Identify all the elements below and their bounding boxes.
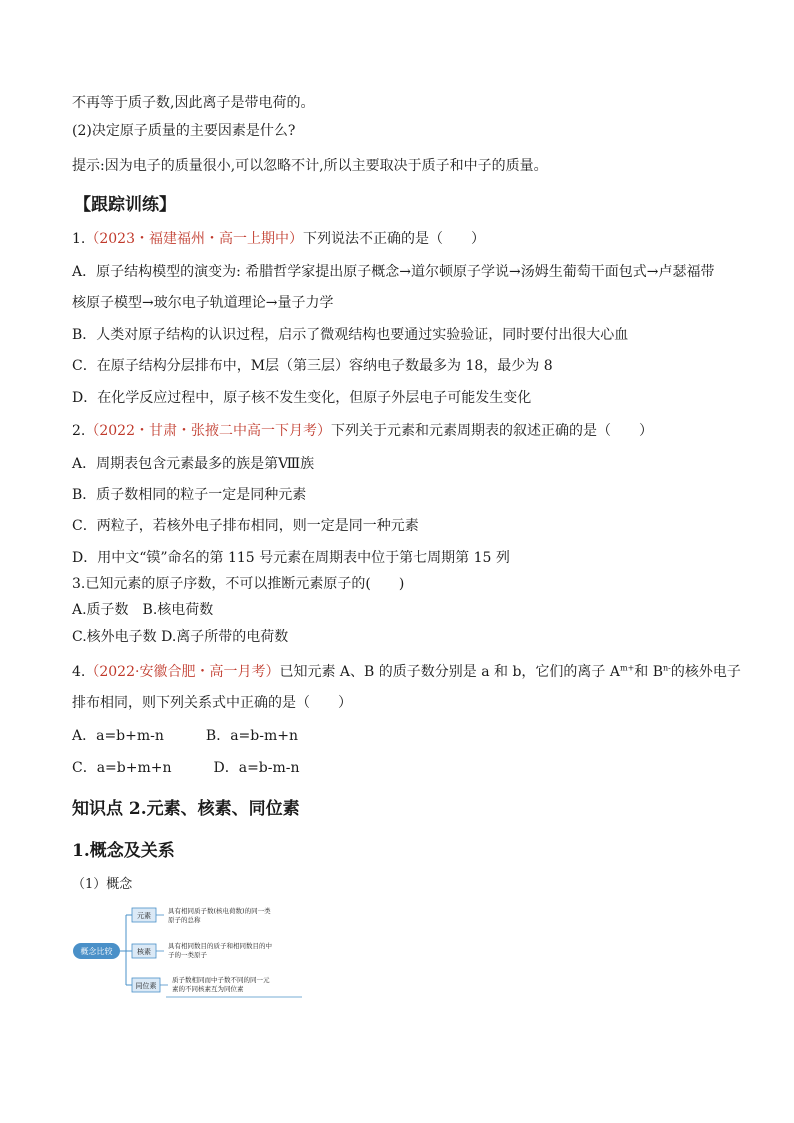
diagram-desc-isotope-2: 素的不同核素互为同位素 [172, 985, 244, 993]
q1-source: （2023・福建福州・高一上期中） [85, 231, 303, 247]
q4-number: 4. [72, 664, 86, 680]
q2-stem-text: 下列关于元素和元素周期表的叙述正确的是（ ） [331, 423, 653, 439]
q2-option-d: D．用中文“镆”命名的第 115 号元素在周期表中位于第七周期第 15 列 [72, 550, 510, 566]
q1-stem-text: 下列说法不正确的是（ ） [303, 231, 485, 247]
q1-option-b: B．人类对原子结构的认识过程，启示了微观结构也要通过实验验证，同时要付出很大心血 [72, 327, 629, 343]
q1-option-a-line2: 核原子模型→玻尔电子轨道理论→量子力学 [72, 295, 334, 311]
hint-text: 提示:因为电子的质量很小,可以忽略不计,所以主要取决于质子和中子的质量。 [72, 158, 548, 174]
diagram-node-element: 元素 [137, 912, 151, 920]
q4-stem-mid: 和 B [634, 664, 664, 680]
q1-option-a-line1: A．原子结构模型的演变为: 希腊哲学家提出原子概念→道尔顿原子学说→汤姆生葡萄干面包式→卢瑟福带 [72, 264, 715, 280]
diagram-node-isotope: 同位素 [135, 982, 157, 990]
knowledge-heading: 知识点 2.元素、核素、同位素 [72, 799, 300, 819]
concept-subheading: 1.概念及关系 [72, 841, 175, 861]
q2-number: 2. [72, 423, 86, 439]
q2-option-a: A．周期表包含元素最多的族是第Ⅷ族 [72, 456, 315, 472]
q4-source: （2022·安徽合肥・高一月考） [85, 664, 280, 680]
concept-label: （1）概念 [72, 877, 133, 892]
diagram-node-nuclide: 核素 [137, 948, 151, 956]
q4-stem-post: 的核外电子 [670, 664, 741, 680]
training-heading: 【跟踪训练】 [74, 195, 176, 215]
q2-stem [72, 422, 653, 440]
q2-source: （2022・甘肃・张掖二中高一下月考） [85, 423, 331, 439]
q3-options-cd: C.核外电子数 D.离子所带的电荷数 [72, 629, 289, 645]
q4-stem [72, 663, 741, 681]
q3-stem: 3.已知元素的原子序数，不可以推断元素原子的( ) [72, 576, 405, 592]
diagram-desc-nuclide-1: 具有相同数目的质子和相同数目的中 [168, 942, 272, 950]
diagram-branch-lines [120, 915, 132, 985]
q4-options-ab: A．a=b+m-n B．a=b-m+n [72, 728, 298, 744]
q1-option-c: C．在原子结构分层排布中，M层（第三层）容纳电子数最多为 18，最少为 8 [72, 358, 553, 374]
diagram-desc-element-2: 原子的总称 [168, 916, 201, 924]
q2-option-b: B．质子数相同的粒子一定是同种元素 [72, 487, 307, 503]
q4-stem-pre: 已知元素 A、B 的质子数分别是 a 和 b，它们的离子 A [279, 664, 620, 680]
q4-superscript-1: m+ [619, 663, 635, 673]
concept-diagram [72, 905, 304, 1001]
intro-line: 不再等于质子数,因此离子是带电荷的。 [72, 95, 315, 111]
q3-options-ab: A.质子数 B.核电荷数 [72, 602, 214, 618]
q1-stem [72, 230, 485, 248]
q4-options-cd: C．a=b+m+n D．a=b-m-n [72, 760, 300, 776]
diagram-desc-element-1: 具有相同质子数(核电荷数)的同一类 [168, 907, 271, 915]
q2-option-c: C．两粒子，若核外电子排布相同，则一定是同一种元素 [72, 518, 419, 534]
q4-stem-line2: 排布相同，则下列关系式中正确的是（ ） [72, 695, 352, 711]
q1-option-d: D．在化学反应过程中，原子核不发生变化，但原子外层电子可能发生变化 [72, 390, 532, 406]
diagram-root-label: 概念比较 [80, 947, 113, 956]
diagram-desc-isotope-1: 质子数相同而中子数不同的同一元 [172, 976, 270, 984]
question-2: (2)决定原子质量的主要因素是什么? [72, 123, 296, 139]
q4-superscript-2: n- [663, 663, 671, 673]
q1-number: 1. [72, 231, 86, 247]
diagram-desc-nuclide-2: 子的一类原子 [168, 951, 207, 959]
